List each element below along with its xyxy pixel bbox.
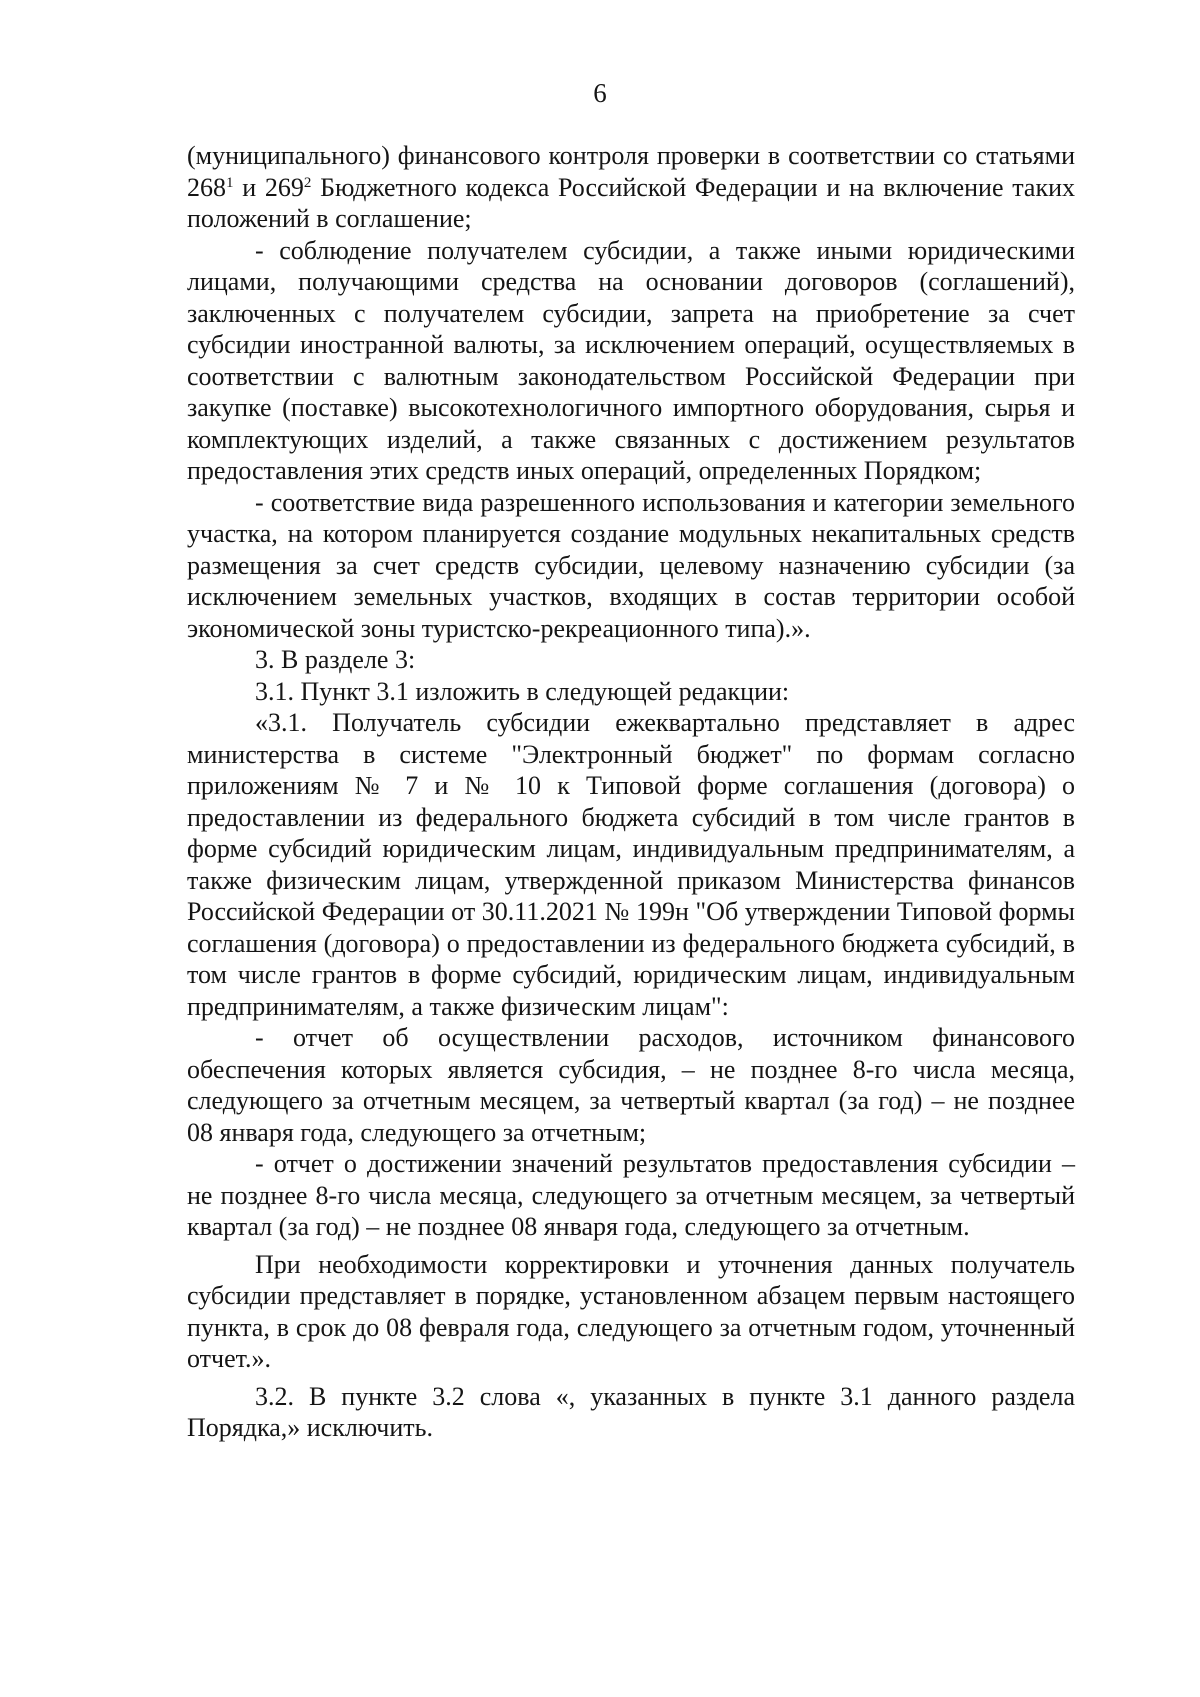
document-body [187, 140, 1075, 1444]
paragraph-point-3-1: 3.1. Пункт 3.1 изложить в следующей редакции: [255, 676, 790, 706]
superscript-1: 1 [226, 174, 234, 191]
paragraph-point-3-2: 3.2. В пункте 3.2 слова «, указанных в пункте 3.1 данного раздела Порядка,» исключить. [187, 1381, 1075, 1442]
paragraph-results-report: - отчет о достижении значений результатов предоставления субсидии – не позднее 8-го числа месяца, следующего за отчетным месяцем, за четвертый квартал (за год) – не позднее 08 января года, следующего за отчетным. [187, 1149, 1075, 1241]
paragraph-financial-control [187, 140, 1075, 235]
page-number: 6 [593, 78, 607, 108]
paragraph-text-part: Бюджетного кодекса Российской Федерации и на включение таких положений в соглашение; [187, 172, 1075, 233]
superscript-2: 2 [303, 174, 312, 191]
paragraph-land-plot: - соответствие вида разрешенного использования и категории земельного участка, на котором планируется создание модульных некапитальных средств размещения за счет средств субсидии, целевому назначению субсидии (за исключением земельных участков, входящих в состав территории особой экономической зоны туристско-рекреационного типа).». [187, 487, 1075, 643]
paragraph-quarterly-report: «3.1. Получатель субсидии ежеквартально представляет в адрес министерства в системе "Электронный бюджет" по формам согласно приложениям № 7 и № 10 к Типовой форме соглашения (договора) о предоставлении из федерального бюджета субсидий в том числе грантов в форме субсидий юридическим лицам, индивидуальным предпринимателям, а также физическим лицам, утвержденной приказом Министерства финансов Российской Федерации от 30.11.2021 № 199н "Об утверждении Типовой формы соглашения (договора) о предоставлении из федерального бюджета субсидий, в том числе грантов в форме субсидий, юридическим лицам, индивидуальным предпринимателям, а также физическим лицам": [187, 708, 1075, 1021]
paragraph-text-part: и 269 [233, 172, 304, 202]
paragraph-correction: При необходимости корректировки и уточнения данных получатель субсидии представляет в порядке, установленном абзацем первым настоящего пункта, в срок до 08 февраля года, следующего за отчетным годом, уточненный отчет.». [187, 1249, 1075, 1373]
paragraph-text-part: (муниципального) финансового контроля проверки в соответствии со статьями 268 [187, 141, 1075, 202]
paragraph-expense-report: - отчет об осуществлении расходов, источником финансового обеспечения которых является субсидия, – не позднее 8-го числа месяца, следующего за отчетным месяцем, за четвертый квартал (за год) – не позднее 08 января года, следующего за отчетным; [187, 1023, 1075, 1147]
paragraph-currency-ban: - соблюдение получателем субсидии, а также иными юридическими лицами, получающими средства на основании договоров (соглашений), заключенных с получателем субсидии, запрета на приобретение за счет субсидии иностранной валюты, за исключением операций, осуществляемых в соответствии с валютным законодательством Российской Федерации при закупке (поставке) высокотехнологичного импортного оборудования, сырья и комплектующих изделий, а также связанных с достижением результатов предоставления этих средств иных операций, определенных Порядком; [187, 235, 1075, 485]
paragraph-section-3: 3. В разделе 3: [255, 645, 416, 674]
